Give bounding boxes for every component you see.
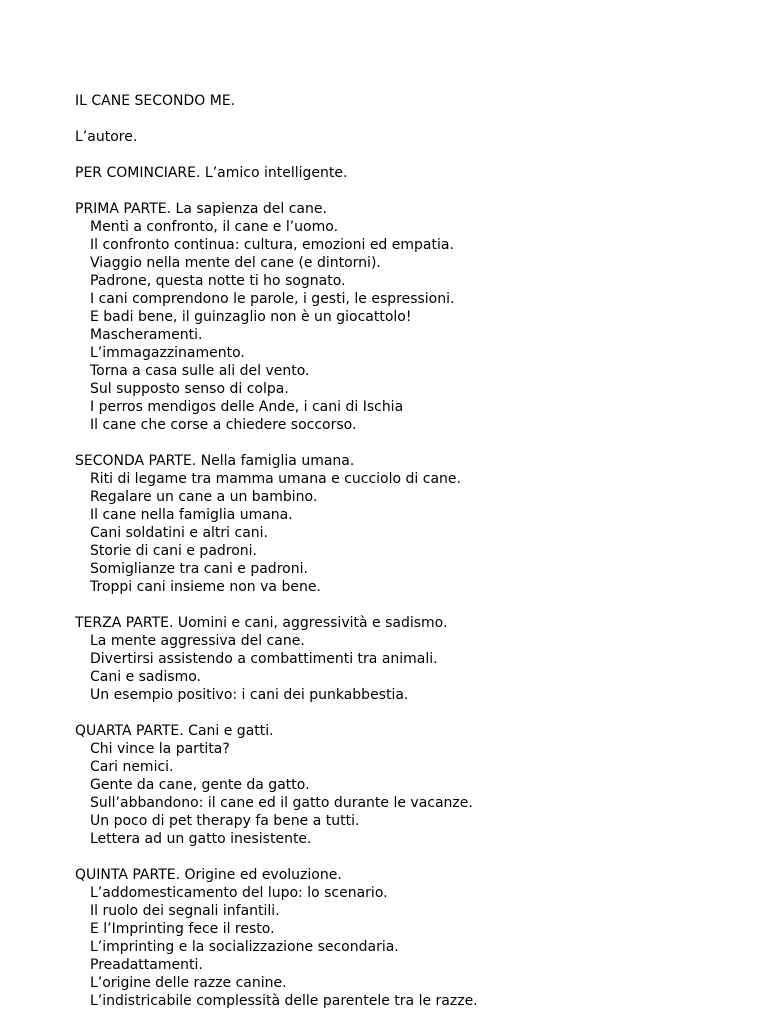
toc-item: Storie di cani e padroni.: [90, 543, 258, 559]
toc-item: L’immagazzinamento.: [90, 345, 245, 361]
spacer: [75, 704, 755, 722]
toc-item: Riti di legame tra mamma umana e cucciolo di cane.: [90, 471, 461, 487]
section-heading: PRIMA PARTE. La sapienza del cane.: [75, 201, 327, 217]
toc-item: Lettera ad un gatto inesistente.: [90, 831, 312, 847]
toc-item: Un esempio positivo: i cani dei punkabbestia.: [90, 687, 409, 703]
toc-item: Il ruolo dei segnali infantili.: [90, 903, 280, 919]
toc-item: Un poco di pet therapy fa bene a tutti.: [90, 813, 360, 829]
toc-item: Gente da cane, gente da gatto.: [90, 777, 310, 793]
spacer: [75, 434, 755, 452]
toc-item: Cani soldatini e altri cani.: [90, 525, 268, 541]
toc-item: Regalare un cane a un bambino.: [90, 489, 318, 505]
toc-item: Torna a casa sulle ali del vento.: [90, 363, 310, 379]
toc-item: La mente aggressiva del cane.: [90, 633, 305, 649]
toc-item: Il confronto continua: cultura, emozioni ed empatia.: [90, 237, 454, 253]
toc-section: [75, 866, 755, 1010]
author-line: L’autore.: [75, 129, 138, 145]
toc-item: Cari nemici.: [90, 759, 174, 775]
toc-item: L’imprinting e la socializzazione secondaria.: [90, 939, 399, 955]
spacer: [75, 146, 755, 164]
toc-item: Chi vince la partita?: [90, 741, 230, 757]
toc-item: Il cane nella famiglia umana.: [90, 507, 293, 523]
toc-item: L’addomesticamento del lupo: lo scenario.: [90, 885, 388, 901]
section-heading: SECONDA PARTE. Nella famiglia umana.: [75, 453, 355, 469]
section-heading: QUINTA PARTE. Origine ed evoluzione.: [75, 867, 342, 883]
toc-item: Il cane che corse a chiedere soccorso.: [90, 417, 357, 433]
section-heading: TERZA PARTE. Uomini e cani, aggressività e sadismo.: [75, 615, 448, 631]
toc-item: Sul supposto senso di colpa.: [90, 381, 289, 397]
toc-item: L’origine delle razze canine.: [90, 975, 287, 991]
toc-section: [75, 452, 755, 614]
intro-line: PER COMINCIARE. L’amico intelligente.: [75, 165, 348, 181]
toc-section: [75, 200, 755, 452]
toc-item: Cani e sadismo.: [90, 669, 201, 685]
toc-item: Sull’abbandono: il cane ed il gatto durante le vacanze.: [90, 795, 473, 811]
toc-item: Divertirsi assistendo a combattimenti tra animali.: [90, 651, 438, 667]
toc-item: I cani comprendono le parole, i gesti, le espressioni.: [90, 291, 455, 307]
toc-item: Somiglianze tra cani e padroni.: [90, 561, 308, 577]
spacer: [75, 848, 755, 866]
spacer: [75, 596, 755, 614]
spacer: [75, 182, 755, 200]
toc-item: Menti a confronto, il cane e l’uomo.: [90, 219, 339, 235]
document-title: IL CANE SECONDO ME.: [75, 93, 236, 109]
toc-item: Mascheramenti.: [90, 327, 203, 343]
toc-item: Viaggio nella mente del cane (e dintorni).: [90, 255, 381, 271]
toc-item: Padrone, questa notte ti ho sognato.: [90, 273, 346, 289]
section-heading: QUARTA PARTE. Cani e gatti.: [75, 723, 274, 739]
sections-container: [75, 200, 755, 1010]
toc-section: [75, 614, 755, 722]
toc-item: Troppi cani insieme non va bene.: [90, 579, 321, 595]
toc-item: I perros mendigos delle Ande, i cani di Ischia: [90, 399, 404, 415]
toc-item: E badi bene, il guinzaglio non è un giocattolo!: [90, 309, 412, 325]
toc-item: Preadattamenti.: [90, 957, 203, 973]
table-of-contents: [75, 92, 755, 1010]
toc-item: L’indistricabile complessità delle parentele tra le razze.: [90, 993, 478, 1009]
toc-section: [75, 722, 755, 866]
toc-item: E l’Imprinting fece il resto.: [90, 921, 275, 937]
spacer: [75, 110, 755, 128]
